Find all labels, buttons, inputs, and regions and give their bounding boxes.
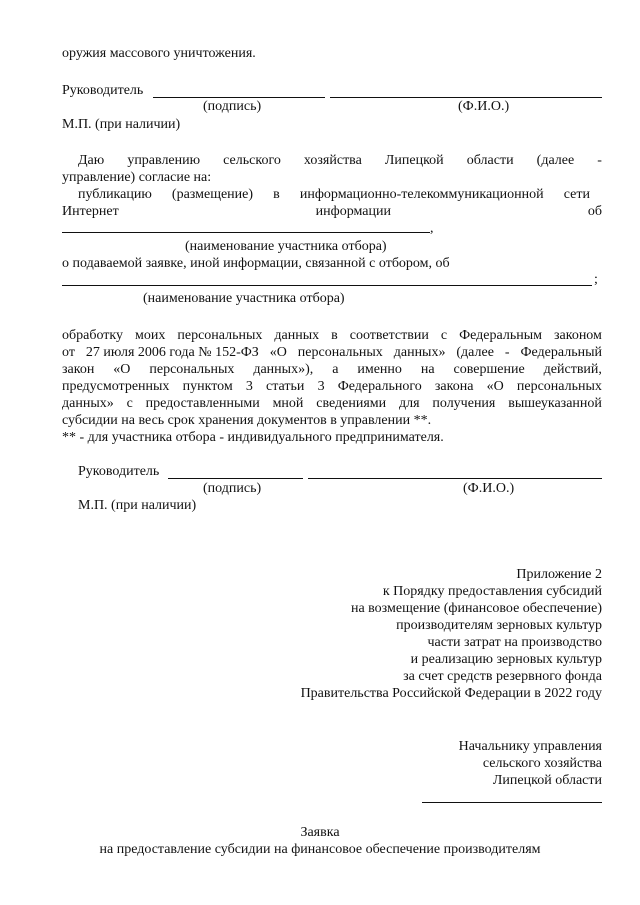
request-title: Заявка [300, 825, 340, 840]
footnote: ** - для участника отбора - индивидуального предпринимателя. [62, 430, 444, 445]
appendix-line: Приложение 2 [516, 567, 602, 582]
word: законом [553, 328, 602, 343]
word: пунктом [182, 379, 233, 394]
word: а [332, 362, 339, 377]
word: сети [563, 187, 590, 202]
consent-line-2: управление) согласие на: [62, 170, 212, 185]
word: персональных [149, 362, 235, 377]
processing-line-5 [62, 395, 602, 412]
appendix-line: Правительства Российской Федерации в 2022 году [300, 686, 602, 701]
word: - [597, 153, 602, 168]
consent-line-6: о подаваемой заявке, иной информации, связанной с отбором, об [62, 256, 450, 271]
word: соответствии [349, 328, 429, 343]
consent-line-1 [78, 152, 602, 169]
word: Даю [78, 153, 105, 168]
consent-line-3 [78, 186, 590, 203]
word: вышеуказанной [508, 396, 602, 411]
word: с [440, 328, 448, 343]
appendix-line: к Порядку предоставления субсидий [382, 584, 602, 599]
word: предоставленными [145, 396, 260, 411]
signature-caption: (подпись) [203, 481, 262, 496]
word: Федерального [337, 379, 422, 394]
appendix-line: части затрат на производство [427, 635, 602, 650]
word: «О [113, 362, 131, 377]
comma: , [430, 221, 434, 236]
word: для [398, 396, 420, 411]
word: сельского [223, 153, 281, 168]
word: информации [315, 204, 391, 219]
word: 3 [317, 379, 325, 394]
fio-caption: (Ф.И.О.) [458, 99, 510, 114]
stamp-note: М.П. (при наличии) [62, 117, 181, 132]
word: от [62, 345, 75, 360]
word: (далее [536, 153, 575, 168]
addressee-line: Липецкой области [492, 773, 602, 788]
processing-line-1 [62, 327, 602, 344]
semicolon: ; [594, 272, 598, 287]
word: закон [62, 362, 95, 377]
word: получения [432, 396, 496, 411]
word: мной [272, 396, 304, 411]
participant-name-line [62, 285, 592, 286]
appendix-line: на возмещение (финансовое обеспечение) [350, 601, 602, 616]
word: «О [269, 345, 287, 360]
word: в [273, 187, 280, 202]
word: Липецкой [384, 153, 444, 168]
appendix-line: производителям зерновых культур [396, 618, 602, 633]
word: с [126, 396, 133, 411]
addressee-line: Начальнику управления [458, 739, 602, 754]
signature-head-label: Руководитель [62, 83, 144, 98]
word: персональных [177, 328, 263, 343]
signature-caption: (подпись) [203, 99, 262, 114]
text-line: оружия массового уничтожения. [62, 46, 256, 61]
word: обработку [62, 328, 123, 343]
word: (далее [456, 345, 494, 360]
word: - [504, 345, 510, 360]
processing-line-4 [62, 378, 602, 395]
word: «О [486, 379, 504, 394]
signature-head-label: Руководитель [78, 464, 160, 479]
processing-line-3 [62, 361, 602, 378]
word: именно [357, 362, 402, 377]
word: Интернет [62, 204, 119, 219]
word: публикацию [78, 187, 152, 202]
stamp-note: М.П. (при наличии) [78, 498, 197, 513]
word: в [331, 328, 338, 343]
participant-name-caption: (наименование участника отбора) [185, 239, 387, 254]
name-line [308, 478, 602, 479]
word: данных» [393, 345, 446, 360]
word: сведениями [316, 396, 387, 411]
consent-line-4 [62, 203, 602, 220]
word: статьи [266, 379, 305, 394]
word: данных»), [253, 362, 314, 377]
word: данных [274, 328, 320, 343]
word: предусмотренных [62, 379, 170, 394]
word: 3 [245, 379, 253, 394]
word: 27 июля 2006 года № 152-ФЗ [85, 345, 259, 360]
word: персональных [516, 379, 602, 394]
participant-name-line [62, 232, 430, 233]
processing-line-6: субсидии на весь срок хранения документов в управлении **. [62, 413, 432, 428]
appendix-line: и реализацию зерновых культур [410, 652, 602, 667]
word: закона [434, 379, 474, 394]
word: управлению [127, 153, 201, 168]
processing-line-2 [62, 344, 602, 361]
word: об [587, 204, 602, 219]
word: хозяйства [303, 153, 362, 168]
word: (размещение) [171, 187, 254, 202]
appendix-line: за счет средств резервного фонда [403, 669, 602, 684]
word: Федеральным [459, 328, 542, 343]
addressee-line: сельского хозяйства [482, 756, 602, 771]
word: моих [135, 328, 166, 343]
word: на [420, 362, 435, 377]
request-subtitle: на предоставление субсидии на финансовое обеспечение производителям [99, 842, 541, 857]
word: персональных [297, 345, 383, 360]
participant-name-caption: (наименование участника отбора) [143, 291, 345, 306]
signature-line [168, 478, 303, 479]
word: информационно-телекоммуникационной [299, 187, 544, 202]
word: области [466, 153, 514, 168]
word: совершение [453, 362, 525, 377]
fio-caption: (Ф.И.О.) [463, 481, 515, 496]
word: Федеральный [520, 345, 602, 360]
word: действий, [543, 362, 602, 377]
addressee-name-line [422, 802, 602, 803]
word: данных» [62, 396, 114, 411]
